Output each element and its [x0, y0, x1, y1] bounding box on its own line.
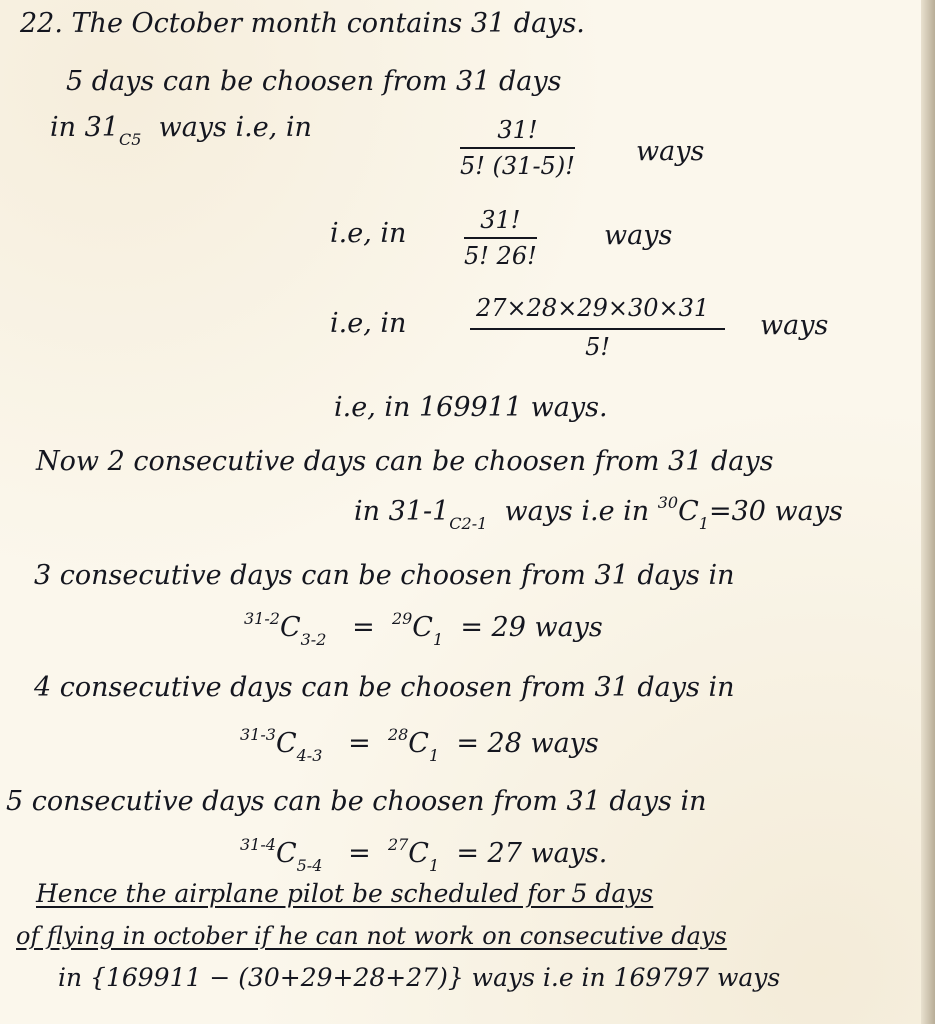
three-n2: 29	[391, 609, 413, 628]
five-c: C	[275, 838, 297, 869]
two-prefix: in 31-1	[354, 496, 450, 527]
five-result: = 27 ways.	[456, 838, 608, 869]
four-r: 4-3	[296, 746, 323, 765]
problem-number: 22.	[20, 8, 63, 39]
four-eq: =	[348, 728, 371, 759]
conclusion-line-3: in {169911 − (30+29+28+27)} ways i.e in 169797 ways	[58, 963, 781, 992]
two-r2: 1	[698, 514, 709, 533]
page-edge	[921, 0, 935, 1024]
three-c: C	[279, 612, 301, 643]
choose-line: 5 days can be choosen from 31 days	[66, 66, 562, 97]
three-c2: C	[412, 612, 433, 643]
two-c: C	[449, 514, 462, 533]
three-consecutive-line: 3 consecutive days can be choosen from 31 days in	[34, 560, 735, 591]
four-result: = 28 ways	[456, 728, 599, 759]
four-c: C	[275, 728, 297, 759]
four-consecutive-ways	[240, 725, 599, 765]
fraction-1-denominator: 5! (31-5)!	[460, 152, 575, 180]
total-ways-result: i.e, in 169911 ways.	[334, 392, 608, 423]
two-r: 2-1	[461, 514, 488, 533]
fraction-1-ways: ways	[636, 136, 705, 167]
five-consecutive-line: 5 consecutive days can be choosen from 31 days in	[6, 786, 707, 817]
two-c2: C	[678, 496, 699, 527]
conclusion-line-1	[36, 878, 653, 910]
two-result: =30 ways	[708, 496, 843, 527]
conclusion-text-2: of flying in october if he can not work on consecutive days	[16, 922, 727, 950]
fraction-2	[464, 206, 537, 270]
fraction-2-numerator: 31!	[464, 206, 537, 239]
fraction-2-denominator: 5! 26!	[464, 242, 537, 270]
three-n: 31-2	[244, 609, 280, 628]
four-n: 31-3	[240, 725, 276, 744]
two-consecutive-line: Now 2 consecutive days can be choosen from 31 days	[36, 446, 774, 477]
ie-label-2: i.e, in	[330, 218, 407, 249]
conclusion-line-2	[16, 920, 727, 952]
three-consecutive-ways	[244, 609, 603, 649]
combination-line	[50, 112, 312, 147]
problem-statement-line	[20, 8, 585, 40]
statement-text: The October month contains 31 days.	[71, 8, 585, 39]
combination-ie: ways i.e, in	[158, 112, 312, 143]
two-n: 30	[657, 493, 679, 512]
two-ie: ways i.e in	[504, 496, 650, 527]
combination-prefix: in 31	[50, 112, 119, 143]
combination-r: 5	[131, 130, 142, 149]
three-result: = 29 ways	[460, 612, 603, 643]
ie-label-3: i.e, in	[330, 308, 407, 339]
fraction-3-numerator: 27×28×29×30×31	[470, 294, 725, 330]
five-n2: 27	[387, 835, 409, 854]
four-r2: 1	[428, 746, 440, 765]
five-n: 31-4	[240, 835, 276, 854]
combination-c: C	[118, 130, 132, 149]
conclusion-text-1: Hence the airplane pilot be scheduled for 5 days	[36, 879, 654, 908]
three-r2: 1	[432, 630, 444, 649]
fraction-1-numerator: 31!	[460, 116, 575, 149]
four-c2: C	[408, 728, 429, 759]
fraction-1	[460, 116, 575, 180]
three-r: 3-2	[300, 630, 327, 649]
five-eq: =	[348, 838, 371, 869]
two-consecutive-ways	[354, 493, 843, 533]
five-r2: 1	[428, 856, 440, 875]
four-n2: 28	[387, 725, 409, 744]
three-eq: =	[352, 612, 375, 643]
fraction-3-ways: ways	[760, 310, 829, 341]
five-r: 5-4	[296, 856, 323, 875]
five-consecutive-ways	[240, 835, 608, 875]
four-consecutive-line: 4 consecutive days can be choosen from 31 days in	[34, 672, 735, 703]
five-c2: C	[408, 838, 429, 869]
fraction-3-denominator: 5!	[585, 333, 611, 361]
fraction-2-ways: ways	[604, 220, 673, 251]
fraction-3	[470, 294, 725, 361]
